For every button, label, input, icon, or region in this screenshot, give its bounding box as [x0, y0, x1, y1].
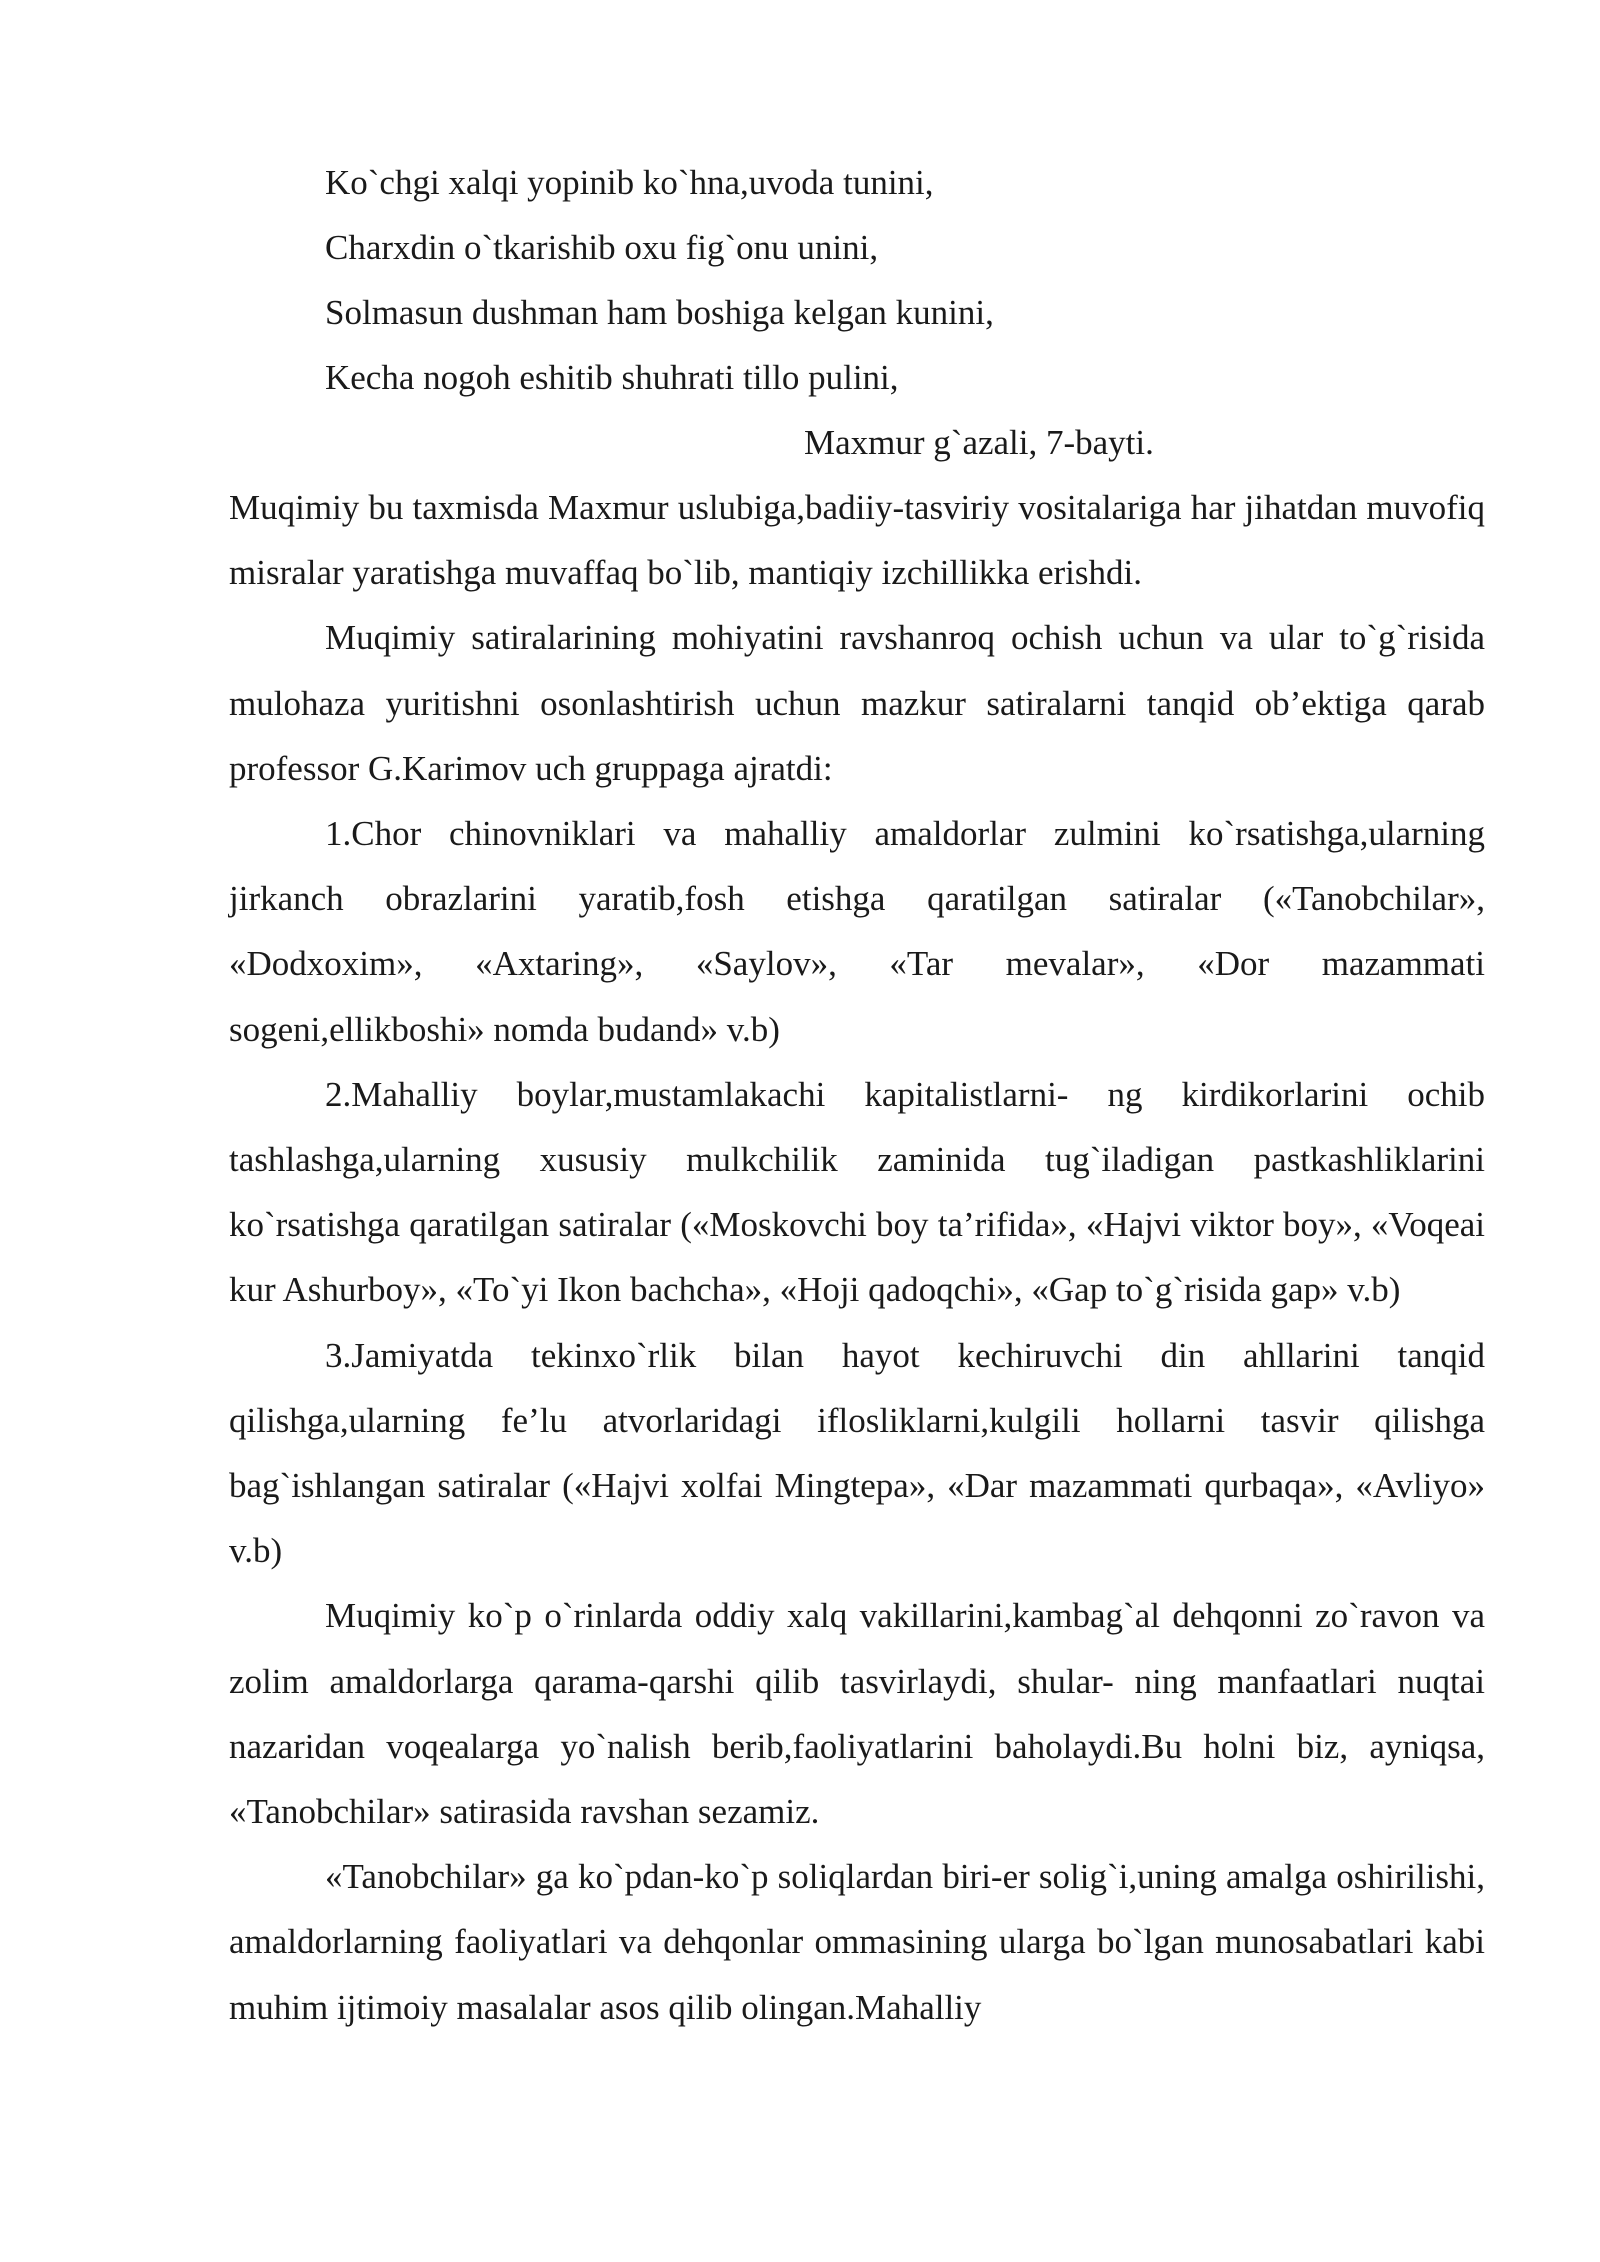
poem-excerpt	[229, 150, 1485, 475]
paragraph-tanobchilar: «Tanobchilar» ga ko`pdan-ko`p soliqlardan biri-er solig`i,uning amalga oshirilishi, amaldorlarning faoliyatlari va dehqonlar ommasining ularga bo`lgan munosabatlari kabi muhim ijtimoiy masalalar asos qilib olingan.Mahalliy	[229, 1857, 1485, 2027]
poem-line: Charxdin o`tkarishib oxu fig`onu unini,	[325, 228, 879, 267]
paragraph-group-3: 3.Jamiyatda tekinxo`rlik bilan hayot kechiruvchi din ahllarini tanqid qilishga,ularning fe’lu atvorlaridagi iflosliklarni,kulgili hollarni tasvir qilishga bag`ishlangan satiralar («Hajvi xolfai Mingtepa», «Dar mazammati qurbaqa», «Avliyo» v.b)	[229, 1335, 1485, 1571]
paragraph-common-people: Muqimiy ko`p o`rinlarda oddiy xalq vakillarini,kambag`al dehqonni zo`ravon va zolim amaldorlarga qarama-qarshi qilib tasvirlaydi, shular- ning manfaatlari nuqtai nazaridan voqealarga yo`nalish berib,faoliyatlarini baholaydi.Bu holni biz, ayniqsa, «Tanobchilar» satirasida ravshan sezamiz.	[229, 1596, 1485, 1832]
paragraph-taxmis-summary: Muqimiy bu taxmisda Maxmur uslubiga,badiiy-tasviriy vositalariga har jihatdan muvofiq misralar yaratishga muvaffaq bo`lib, mantiqiy izchillikka erishdi.	[229, 488, 1485, 593]
poem-line: Solmasun dushman ham boshiga kelgan kunini,	[325, 293, 994, 332]
paragraph-classification-intro: Muqimiy satiralarining mohiyatini ravshanroq ochish uchun va ular to`g`risida mulohaza yuritishni osonlashtirish uchun mazkur satiralarni tanqid ob’ektiga qarab professor G.Karimov uch gruppaga ajratdi:	[229, 618, 1485, 788]
poem-attribution: Maxmur g`azali, 7-bayti.	[804, 423, 1154, 462]
paragraph-group-2: 2.Mahalliy boylar,mustamlakachi kapitalistlarni- ng kirdikorlarini ochib tashlashga,ularning xususiy mulkchilik zaminida tug`iladigan pastkashliklarini ko`rsatishga qaratilgan satiralar («Moskovchi boy ta’rifida», «Hajvi viktor boy», «Voqeai kur Ashurboy», «To`yi Ikon bachcha», «Hoji qadoqchi», «Gap to`g`risida gap» v.b)	[229, 1074, 1485, 1310]
poem-line: Ko`chgi xalqi yopinib ko`hna,uvoda tunini,	[325, 163, 934, 202]
poem-line: Kecha nogoh eshitib shuhrati tillo pulini,	[325, 358, 899, 397]
paragraph-group-1: 1.Chor chinovniklari va mahalliy amaldorlar zulmini ko`rsatishga,ularning jirkanch obrazlarini yaratib,fosh etishga qaratilgan satiralar («Tanobchilar», «Dodxoxim», «Axtaring», «Saylov», «Tar mevalar», «Dor mazammati sogeni,ellikboshi» nomda budand» v.b)	[229, 814, 1485, 1049]
page-content	[229, 150, 1485, 2040]
